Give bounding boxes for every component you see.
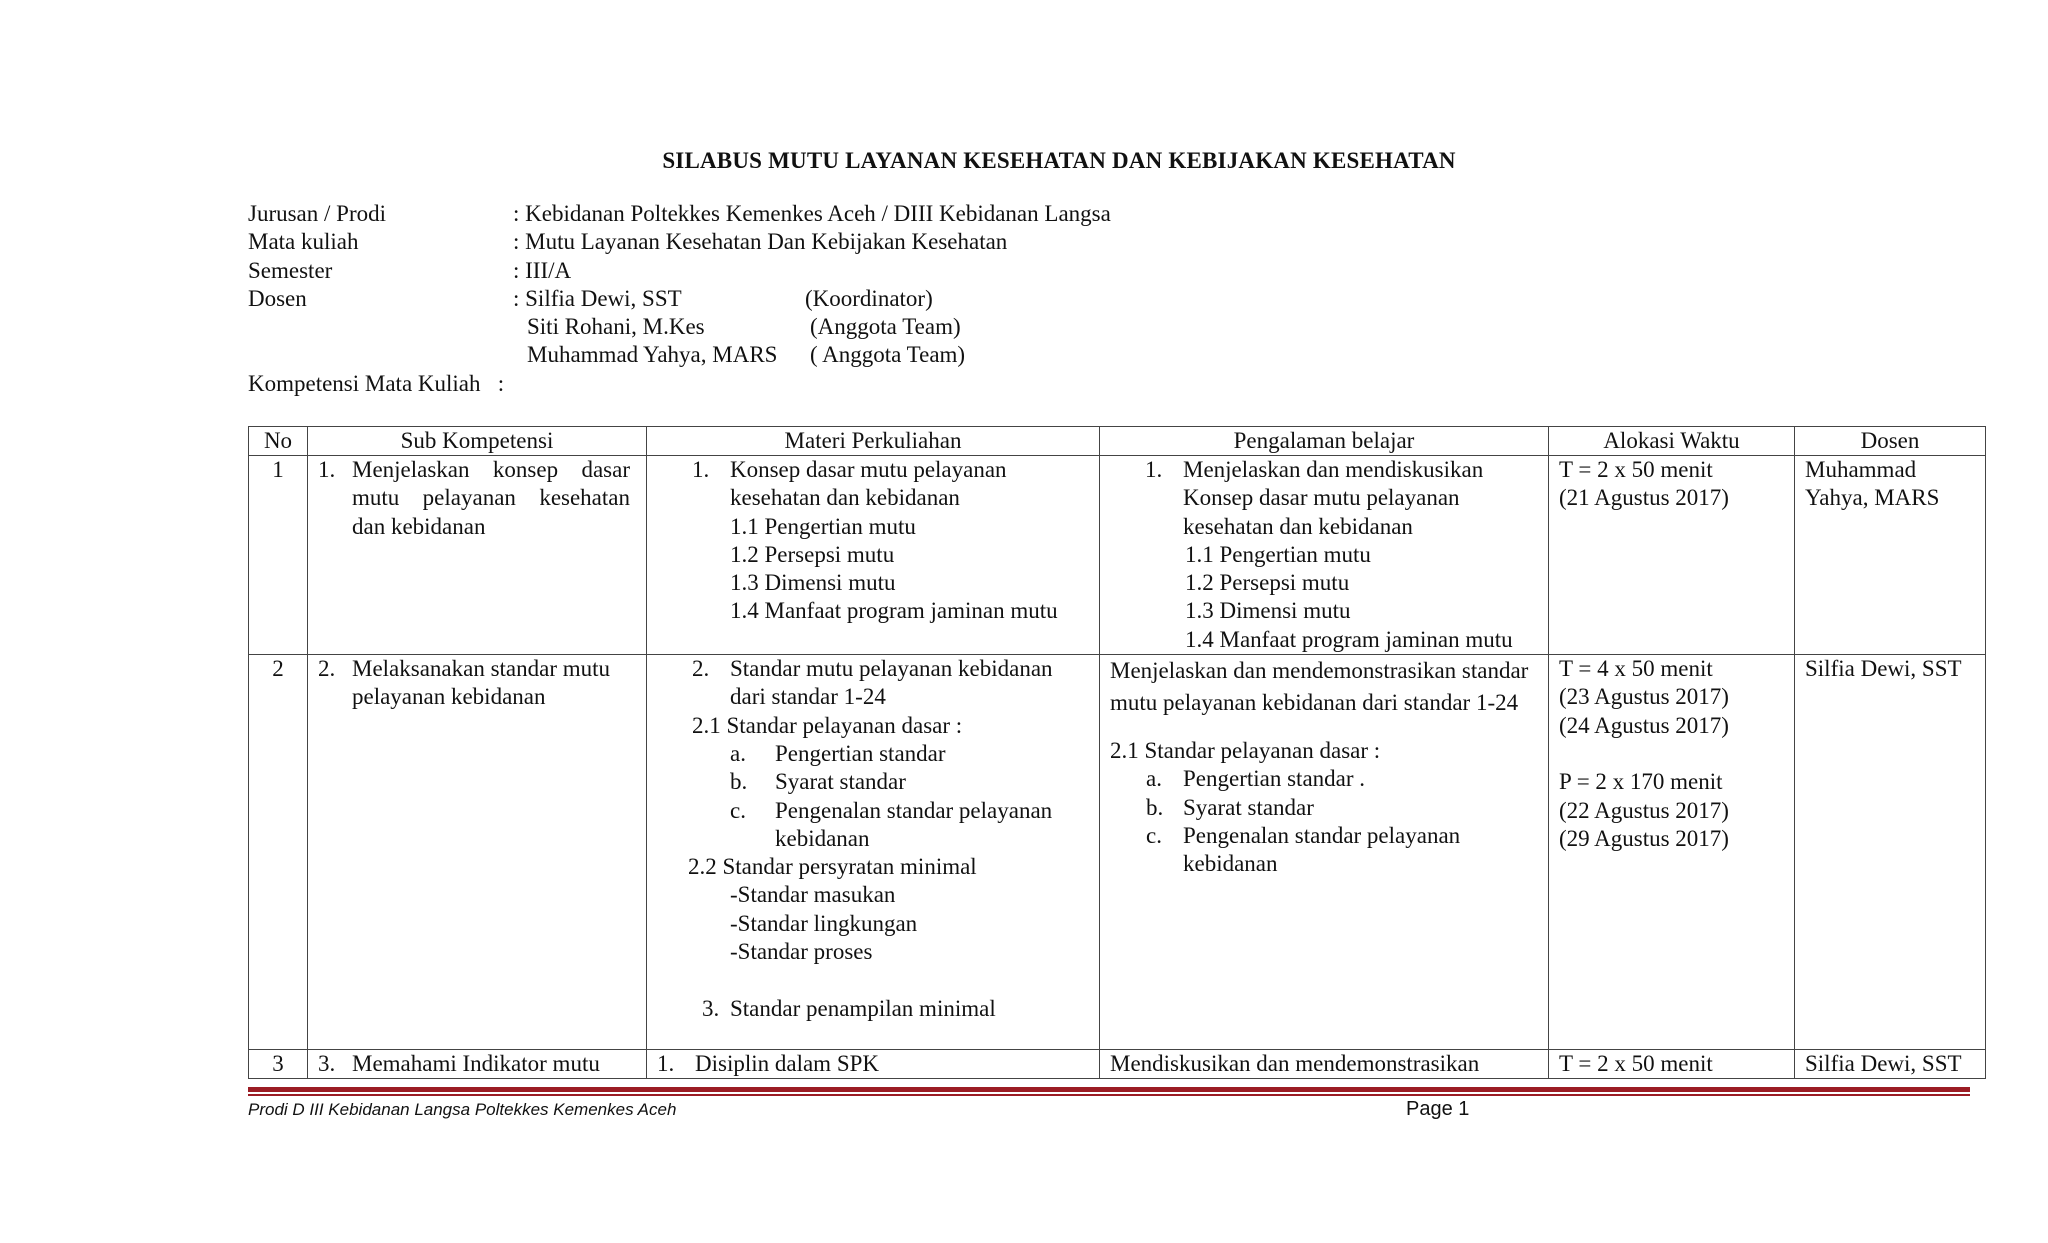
semester-value: : III/A [513, 257, 572, 283]
materi-cell [647, 655, 1100, 1050]
sub-kompetensi-cell [308, 1050, 647, 1079]
alokasi-value: P = 2 x 170 menit [1559, 769, 1723, 795]
list-number: 3. [702, 995, 720, 1021]
list-letter: a. [730, 740, 746, 766]
list-item: 1.3 Dimensi mutu [730, 570, 896, 596]
list-item: 1.1 Pengertian mutu [1185, 541, 1371, 567]
dosen-role: (Anggota Team) [810, 314, 961, 340]
list-item: 1.2 Persepsi mutu [1185, 570, 1350, 596]
sub-kompetensi-text: Melaksanakan standar mutu pelayanan kebidanan [352, 656, 611, 710]
header-dosen: Dosen [1795, 427, 1986, 456]
list-number: 1. [692, 457, 710, 482]
pengalaman-subheading: 2.1 Standar pelayanan dasar : [1110, 738, 1381, 764]
sub-kompetensi-text: Memahami Indikator mutu [352, 1051, 600, 1077]
dosen-value: Silfia Dewi, SST [1805, 1051, 1962, 1077]
semester-row [248, 257, 1111, 285]
list-item: -Standar proses [730, 939, 873, 965]
alokasi-cell [1549, 456, 1795, 655]
alokasi-value: T = 2 x 50 menit [1559, 1051, 1713, 1077]
materi-text: Standar mutu pelayanan kebidanan dari standar 1-24 [730, 656, 1053, 710]
dosen-value: Silfia Dewi, SST [1805, 656, 1962, 682]
materi-text: Disiplin dalam SPK [695, 1051, 880, 1077]
list-number: 1. [1145, 457, 1163, 482]
list-number: 1. [318, 457, 336, 482]
pengalaman-cell [1100, 456, 1549, 655]
header-alokasi: Alokasi Waktu [1549, 427, 1795, 456]
pengalaman-text: Mendiskusikan dan mendemonstrasikan [1110, 1051, 1480, 1077]
alokasi-cell [1549, 1050, 1795, 1079]
list-item: Pengertian standar . [1183, 766, 1366, 792]
materi-text: Standar penampilan minimal [730, 995, 996, 1021]
materi-subheading: 2.1 Standar pelayanan dasar : [692, 712, 963, 738]
materi-cell [647, 1050, 1100, 1079]
dosen-cell [1795, 1050, 1986, 1079]
footer-institution: Prodi D III Kebidanan Langsa Poltekkes Kemenkes Aceh [248, 1100, 677, 1119]
list-item: Syarat standar [775, 769, 906, 795]
table-row [249, 456, 1986, 655]
list-letter: a. [1146, 766, 1162, 792]
jurusan-row [248, 200, 1111, 228]
row-number: 3 [249, 1050, 308, 1079]
jurusan-value: : Kebidanan Poltekkes Kemenkes Aceh / DIII Kebidanan Langsa [513, 201, 1111, 226]
row-number: 1 [249, 456, 308, 655]
matkul-value: : Mutu Layanan Kesehatan Dan Kebijakan Kesehatan [513, 229, 1008, 255]
list-item: Pengenalan standar pelayanan kebidanan [1183, 822, 1461, 877]
semester-label: Semester [248, 257, 333, 283]
list-item: 1.4 Manfaat program jaminan mutu [1185, 626, 1513, 652]
dosen-label: Dosen [248, 285, 307, 311]
dosen-role: (Koordinator) [805, 285, 933, 311]
alokasi-cell [1549, 655, 1795, 1050]
alokasi-value: T = 2 x 50 menit [1559, 457, 1713, 482]
dosen-cell [1795, 655, 1986, 1050]
sub-kompetensi-text: Menjelaskan konsep dasar mutu pelayanan kesehatan dan kebidanan [352, 457, 630, 539]
header-pengalaman: Pengalaman belajar [1100, 427, 1549, 456]
alokasi-date: (24 Agustus 2017) [1559, 712, 1729, 738]
sub-kompetensi-cell [308, 655, 647, 1050]
dosen-row [248, 341, 1111, 369]
row-number: 2 [249, 655, 308, 1050]
list-item: Syarat standar [1183, 794, 1314, 820]
syllabus-table [248, 426, 1986, 1079]
dosen-role: ( Anggota Team) [810, 342, 966, 368]
table-row [249, 655, 1986, 1050]
footer-rule [248, 1087, 1970, 1092]
list-letter: c. [730, 797, 746, 823]
list-item: 1.1 Pengertian mutu [730, 513, 916, 539]
matkul-row [248, 228, 1111, 256]
dosen-row [248, 313, 1111, 341]
list-item: 1.2 Persepsi mutu [730, 541, 895, 567]
header-sub-kompetensi: Sub Kompetensi [308, 427, 647, 456]
matkul-label: Mata kuliah [248, 229, 359, 255]
pengalaman-text: Menjelaskan dan mendiskusikan Konsep dasar mutu pelayanan kesehatan dan kebidanan [1183, 457, 1484, 539]
list-letter: b. [730, 769, 748, 795]
jurusan-label: Jurusan / Prodi [248, 201, 386, 226]
list-number: 1. [657, 1051, 675, 1077]
list-item: Pengertian standar [775, 740, 946, 766]
footer-rule-thin [248, 1094, 1970, 1096]
pengalaman-cell [1100, 1050, 1549, 1079]
course-info [248, 200, 1111, 398]
dosen-value: Muhammad Yahya, MARS [1805, 457, 1940, 511]
alokasi-date: (21 Agustus 2017) [1559, 485, 1729, 511]
pengalaman-cell [1100, 655, 1549, 1050]
list-item: 1.3 Dimensi mutu [1185, 598, 1351, 624]
table-row [249, 1050, 1986, 1079]
materi-subheading: 2.2 Standar persyratan minimal [688, 854, 977, 880]
list-item: 1.4 Manfaat program jaminan mutu [730, 598, 1058, 624]
sub-kompetensi-cell [308, 456, 647, 655]
alokasi-date: (29 Agustus 2017) [1559, 825, 1729, 851]
alokasi-date: (23 Agustus 2017) [1559, 684, 1729, 710]
list-item: Pengenalan standar pelayanan kebidanan [775, 797, 1053, 851]
kompetensi-label: Kompetensi Mata Kuliah : [248, 370, 505, 396]
document-title: SILABUS MUTU LAYANAN KESEHATAN DAN KEBIJAKAN KESEHATAN [662, 148, 1456, 173]
list-number: 2. [692, 656, 710, 682]
materi-cell [647, 456, 1100, 655]
dosen-cell [1795, 456, 1986, 655]
list-letter: c. [1146, 822, 1162, 848]
list-item: -Standar masukan [730, 882, 896, 908]
list-letter: b. [1146, 794, 1164, 820]
dosen-name: Siti Rohani, M.Kes [527, 314, 705, 340]
dosen-name: : Silfia Dewi, SST [513, 285, 682, 311]
table-header-row [249, 427, 1986, 456]
page-number: Page 1 [1406, 1098, 1470, 1120]
header-materi: Materi Perkuliahan [647, 427, 1100, 456]
materi-text: Konsep dasar mutu pelayanan kesehatan dan kebidanan [730, 457, 1007, 511]
list-number: 3. [318, 1051, 336, 1077]
list-number: 2. [318, 656, 336, 682]
dosen-row [248, 285, 1111, 313]
alokasi-value: T = 4 x 50 menit [1559, 656, 1713, 682]
dosen-name: Muhammad Yahya, MARS [527, 342, 778, 368]
pengalaman-text: Menjelaskan dan mendemonstrasikan standar mutu pelayanan kebidanan dari standar 1-24 [1110, 658, 1529, 716]
list-item: -Standar lingkungan [730, 910, 918, 936]
alokasi-date: (22 Agustus 2017) [1559, 797, 1729, 823]
header-no: No [249, 427, 308, 456]
kompetensi-row [248, 370, 1111, 398]
